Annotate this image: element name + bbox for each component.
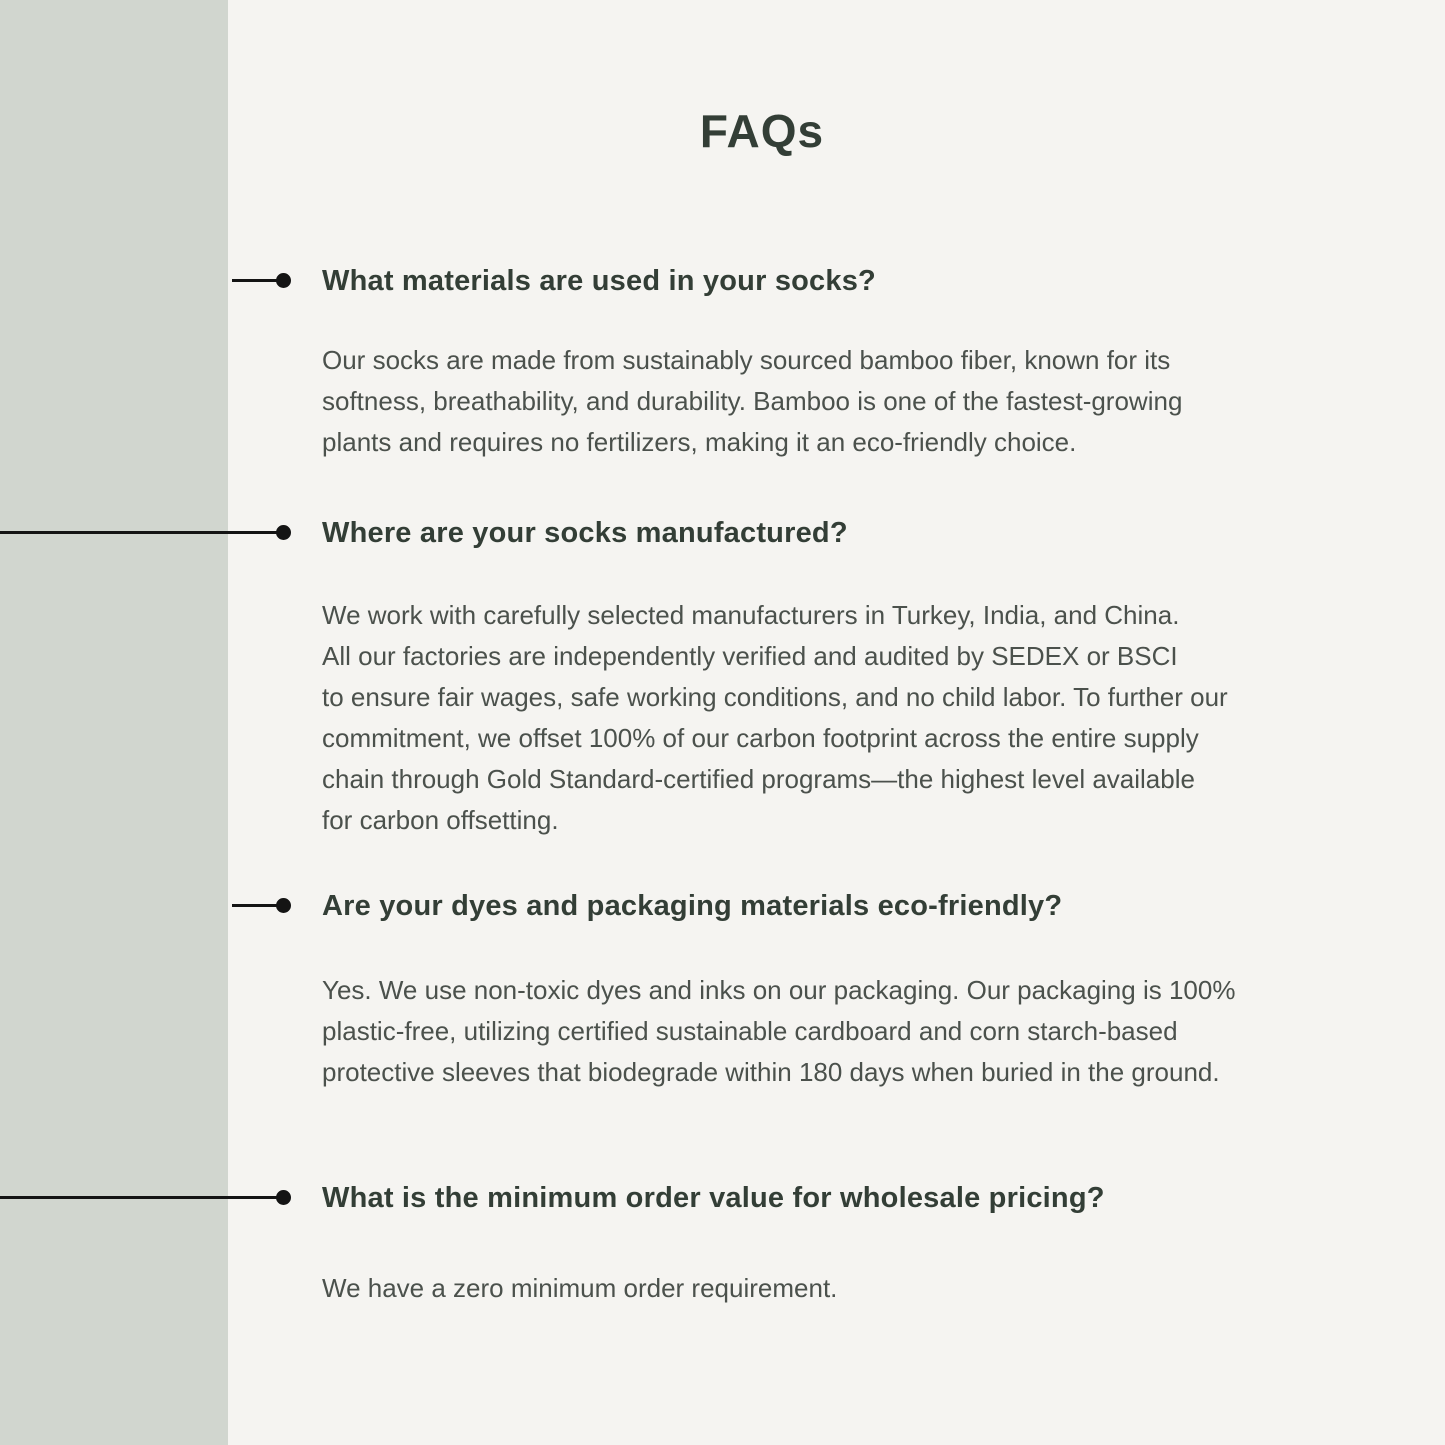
faq-item-3 <box>322 888 1432 1087</box>
answer-line: softness, breathability, and durability. Bamboo is one of the fastest-growing <box>322 386 1183 416</box>
connector-line-icon <box>232 279 284 282</box>
faq-question: What materials are used in your socks? <box>322 265 876 297</box>
answer-line: Yes. We use non-toxic dyes and inks on our packaging. Our packaging is 100% <box>322 975 1236 1005</box>
faq-question: What is the minimum order value for wholesale pricing? <box>322 1182 1105 1214</box>
bullet-dot-icon <box>276 525 291 540</box>
faq-item-4 <box>322 1180 1432 1303</box>
page-title: FAQs <box>699 105 825 157</box>
faq-item-2 <box>322 515 1432 835</box>
answer-line: We have a zero minimum order requirement. <box>322 1273 838 1303</box>
answer-line: for carbon offsetting. <box>322 805 559 835</box>
answer-line: Our socks are made from sustainably sourced bamboo fiber, known for its <box>322 345 1171 375</box>
answer-line: protective sleeves that biodegrade within 180 days when buried in the ground. <box>322 1057 1220 1087</box>
answer-line: to ensure fair wages, safe working conditions, and no child labor. To further our <box>322 682 1228 712</box>
faq-answer <box>322 970 1235 1093</box>
sidebar-accent-bar <box>0 0 228 1445</box>
connector-line-icon <box>232 904 284 907</box>
answer-line: All our factories are independently verified and audited by SEDEX or BSCI <box>322 641 1178 671</box>
answer-line: We work with carefully selected manufacturers in Turkey, India, and China. <box>322 600 1180 630</box>
answer-line: plants and requires no fertilizers, making it an eco-friendly choice. <box>322 427 1077 457</box>
faq-answer <box>322 595 1228 841</box>
faq-question: Are your dyes and packaging materials eco-friendly? <box>322 890 1063 922</box>
bullet-dot-icon <box>276 1190 291 1205</box>
faq-item-1 <box>322 263 1432 457</box>
faq-answer <box>322 340 1182 463</box>
bullet-dot-icon <box>276 898 291 913</box>
answer-line: chain through Gold Standard-certified programs—the highest level available <box>322 764 1195 794</box>
answer-line: plastic-free, utilizing certified sustainable cardboard and corn starch-based <box>322 1016 1178 1046</box>
faq-question: Where are your socks manufactured? <box>322 517 848 549</box>
bullet-dot-icon <box>276 273 291 288</box>
faq-answer <box>322 1268 837 1309</box>
answer-line: commitment, we offset 100% of our carbon footprint across the entire supply <box>322 723 1199 753</box>
